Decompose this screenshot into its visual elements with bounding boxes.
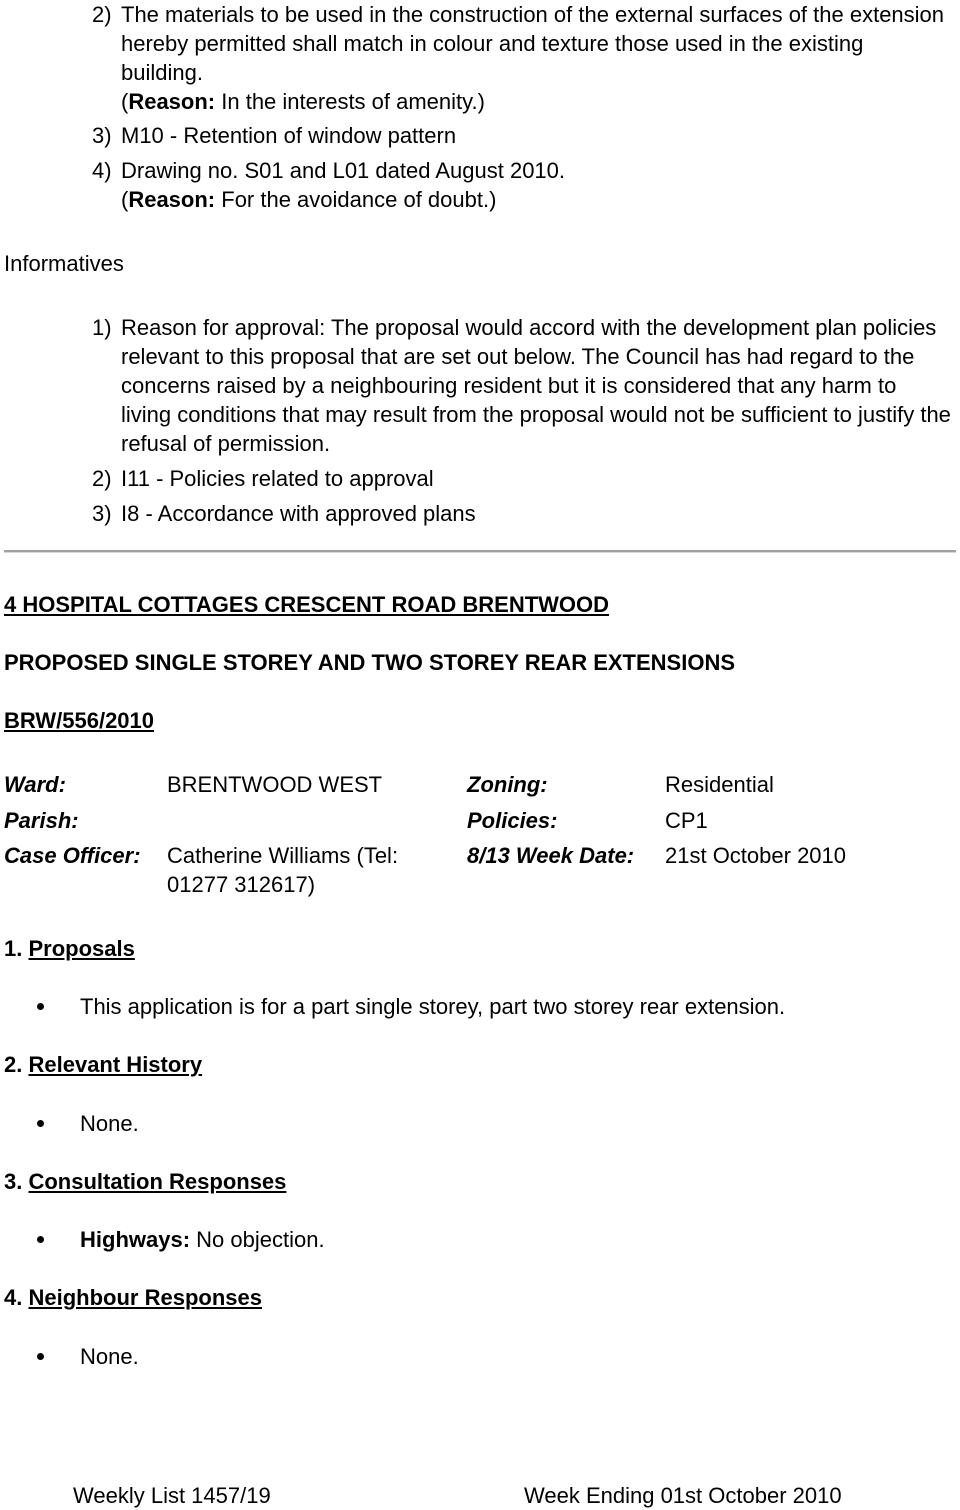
- condition-3-number: 3): [92, 123, 112, 148]
- ward-value: BRENTWOOD WEST: [167, 772, 383, 797]
- bullet-icon: [37, 1236, 44, 1243]
- case-officer-value-line2: 01277 312617): [167, 872, 316, 897]
- zoning-label: Zoning:: [467, 772, 548, 797]
- informative-2-number: 2): [92, 466, 112, 491]
- condition-4-reason: (Reason: For the avoidance of doubt.): [121, 187, 497, 212]
- consultee-response: No objection.: [196, 1227, 325, 1252]
- section-number: 3.: [4, 1169, 23, 1194]
- section-heading-proposals: [4, 934, 135, 963]
- bullet-icon: [37, 1120, 44, 1127]
- condition-4-number: 4): [92, 158, 112, 183]
- section-title: Consultation Responses: [28, 1169, 287, 1194]
- section-divider: [4, 550, 956, 553]
- informative-3-text: I8 - Accordance with approved plans: [121, 501, 476, 526]
- condition-2-reason: (Reason: In the interests of amenity.): [121, 89, 485, 114]
- reason-text: In the interests of amenity.: [221, 89, 478, 114]
- neighbour-bullet-text: None.: [80, 1344, 139, 1369]
- condition-2-text: The materials to be used in the construction of the external surfaces of the extension hereby permitted shall match in colour and texture those used in the existing building.: [121, 2, 945, 85]
- week-date-value: 21st October 2010: [665, 843, 847, 868]
- reason-label: Reason:: [128, 89, 216, 114]
- proposals-bullet-text: This application is for a part single storey, part two storey rear extension.: [80, 994, 786, 1019]
- informative-1-text: Reason for approval: The proposal would accord with the development plan policies relevant to this proposal that are set out below. The Council has had regard to the concerns raised by a neighbouring resident but it is considered that any harm to living conditions that may result from the proposal would not be sufficient to justify the refusal of permission.: [121, 315, 951, 456]
- section-number: 1.: [4, 936, 23, 961]
- application-address: 4 HOSPITAL COTTAGES CRESCENT ROAD BRENTWOOD: [4, 592, 610, 617]
- case-officer-label: Case Officer:: [4, 843, 141, 868]
- reason-label: Reason:: [128, 187, 216, 212]
- policies-label: Policies:: [467, 808, 558, 833]
- application-description: PROPOSED SINGLE STOREY AND TWO STOREY REAR EXTENSIONS: [4, 650, 736, 675]
- condition-4-text: Drawing no. S01 and L01 dated August 2010.: [121, 158, 566, 183]
- bullet-icon: [37, 1003, 44, 1010]
- history-bullet-text: None.: [80, 1111, 139, 1136]
- section-title: Relevant History: [28, 1052, 203, 1077]
- consultee-label: Highways:: [80, 1227, 191, 1252]
- footer-week-ending: Week Ending 01st October 2010: [524, 1483, 842, 1508]
- informative-1-number: 1): [92, 315, 112, 340]
- section-heading-neighbour-responses: [4, 1283, 262, 1312]
- section-title: Proposals: [28, 936, 135, 961]
- section-heading-consultation-responses: [4, 1167, 286, 1196]
- condition-2-number: 2): [92, 2, 112, 27]
- zoning-value: Residential: [665, 772, 774, 797]
- reason-text: For the avoidance of doubt.: [221, 187, 490, 212]
- section-number: 4.: [4, 1285, 23, 1310]
- section-number: 2.: [4, 1052, 23, 1077]
- condition-3-text: M10 - Retention of window pattern: [121, 123, 457, 148]
- application-reference: BRW/556/2010: [4, 708, 155, 733]
- informatives-heading: Informatives: [4, 251, 124, 276]
- case-officer-value-line1: Catherine Williams (Tel:: [167, 843, 399, 868]
- section-heading-relevant-history: [4, 1050, 202, 1079]
- ward-label: Ward:: [4, 772, 66, 797]
- week-date-label: 8/13 Week Date:: [467, 843, 635, 868]
- consultation-bullet: [80, 1225, 325, 1254]
- section-title: Neighbour Responses: [28, 1285, 262, 1310]
- policies-value: CP1: [665, 808, 708, 833]
- bullet-icon: [37, 1353, 44, 1360]
- informative-3-number: 3): [92, 501, 112, 526]
- parish-label: Parish:: [4, 808, 79, 833]
- informative-2-text: I11 - Policies related to approval: [121, 466, 434, 491]
- footer-weekly-list: Weekly List 1457/19: [73, 1483, 271, 1508]
